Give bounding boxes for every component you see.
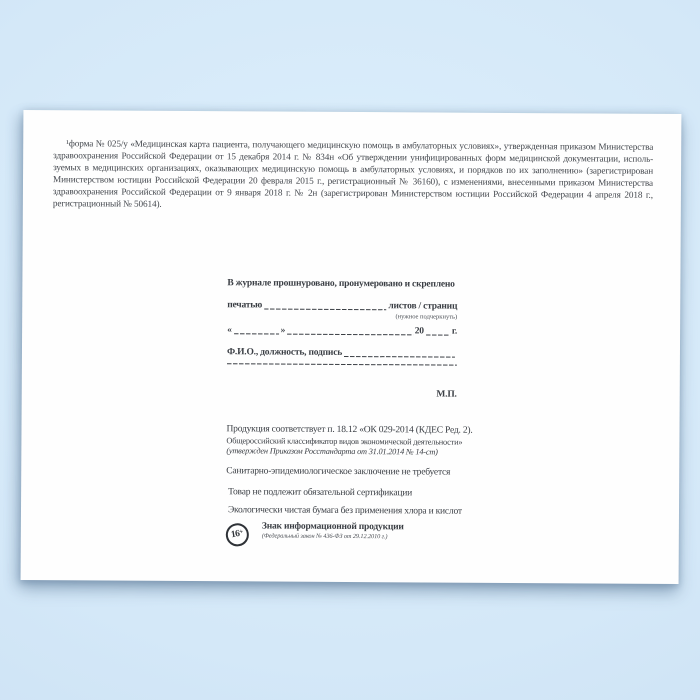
footnote-line: Министерством юстиции Российской Федерации 20 февраля 2015 г., регистрационный № 36160), с изменениями, внесенными приказом Министерства xyxy=(52,174,654,188)
journal-certification-block xyxy=(226,111,473,582)
footnote-line: здравоохранения Российской Федерации от 9 января 2018 г. № 2н (зарегистрирован Министерством юстиции Российской Федерации 4 апреля 2018 г., xyxy=(52,186,653,200)
footnote-line: ¹форма № 025/у «Медицинская карта пациента, получающего медицинскую помощь в амбулаторных условиях», утвержденная приказом Министерства xyxy=(66,138,654,152)
compliance-line-3: (утвержден Приказом Росстандарта от 31.01.2014 № 14-ст) xyxy=(226,446,438,457)
compliance-line-1: Продукция соответствует п. 18.12 «ОК 029-2014 (КДЕС Ред. 2). xyxy=(226,424,473,436)
footnote-line: здравоохранения Российской Федерации от 15 декабря 2014 г. № 834н «Об утверждении унифицированных форм медицинской документации, исполь- xyxy=(53,150,654,164)
footnote-line: зуемых в медицинских организациях, оказывающих медицинскую помощь в амбулаторных условиях, и порядков по их заполнению» (зарегистрирован xyxy=(53,162,654,176)
age-mark-law-reference: (Федеральный закон № 436-ФЗ от 29.12.2010 г.) xyxy=(261,532,388,541)
date-row xyxy=(227,324,457,337)
footnote-line: регистрационный № 50614). xyxy=(52,198,162,209)
blank-year-line xyxy=(426,334,450,335)
age-mark-title: Знак информационной продукции xyxy=(261,521,404,533)
journal-bound-statement: В журнале прошнуровано, пронумеровано и скреплено xyxy=(227,278,455,290)
blank-full-line xyxy=(227,363,457,365)
age-number: 16 xyxy=(230,528,241,541)
document-page xyxy=(21,110,682,584)
sheets-pages-label: листов / страниц xyxy=(388,301,458,312)
signature-label: Ф.И.О., должность, подпись xyxy=(226,347,343,358)
stamp-place-label: М.П. xyxy=(436,389,457,400)
age-plus: + xyxy=(238,526,244,536)
signature-row xyxy=(227,346,457,359)
blank-signature-line xyxy=(344,356,455,358)
age-16-plus-icon xyxy=(224,522,251,549)
age-mark-caption xyxy=(262,521,404,541)
blank-day-line xyxy=(234,333,279,334)
information-product-mark xyxy=(226,521,404,547)
open-quote: « xyxy=(227,325,232,336)
sanitary-statement: Санитарно-эпидемиологическое заключение не требуется xyxy=(226,466,451,478)
certification-statement: Товар не подлежит обязательной сертификации xyxy=(228,487,413,499)
year-prefix: 20 xyxy=(414,326,424,337)
close-quote: » xyxy=(280,325,286,336)
eco-paper-statement: Экологически чистая бумага без применения хлора и кислот xyxy=(227,505,462,517)
year-suffix: г. xyxy=(451,326,458,337)
extra-blank-row xyxy=(227,363,457,367)
blank-month-line xyxy=(287,334,413,336)
underline-note: (нужное подчеркнуть) xyxy=(395,313,458,321)
compliance-line-2: Общероссийский классификатор видов экономической деятельности» xyxy=(226,436,463,447)
stamp-label: печатью xyxy=(227,300,263,311)
